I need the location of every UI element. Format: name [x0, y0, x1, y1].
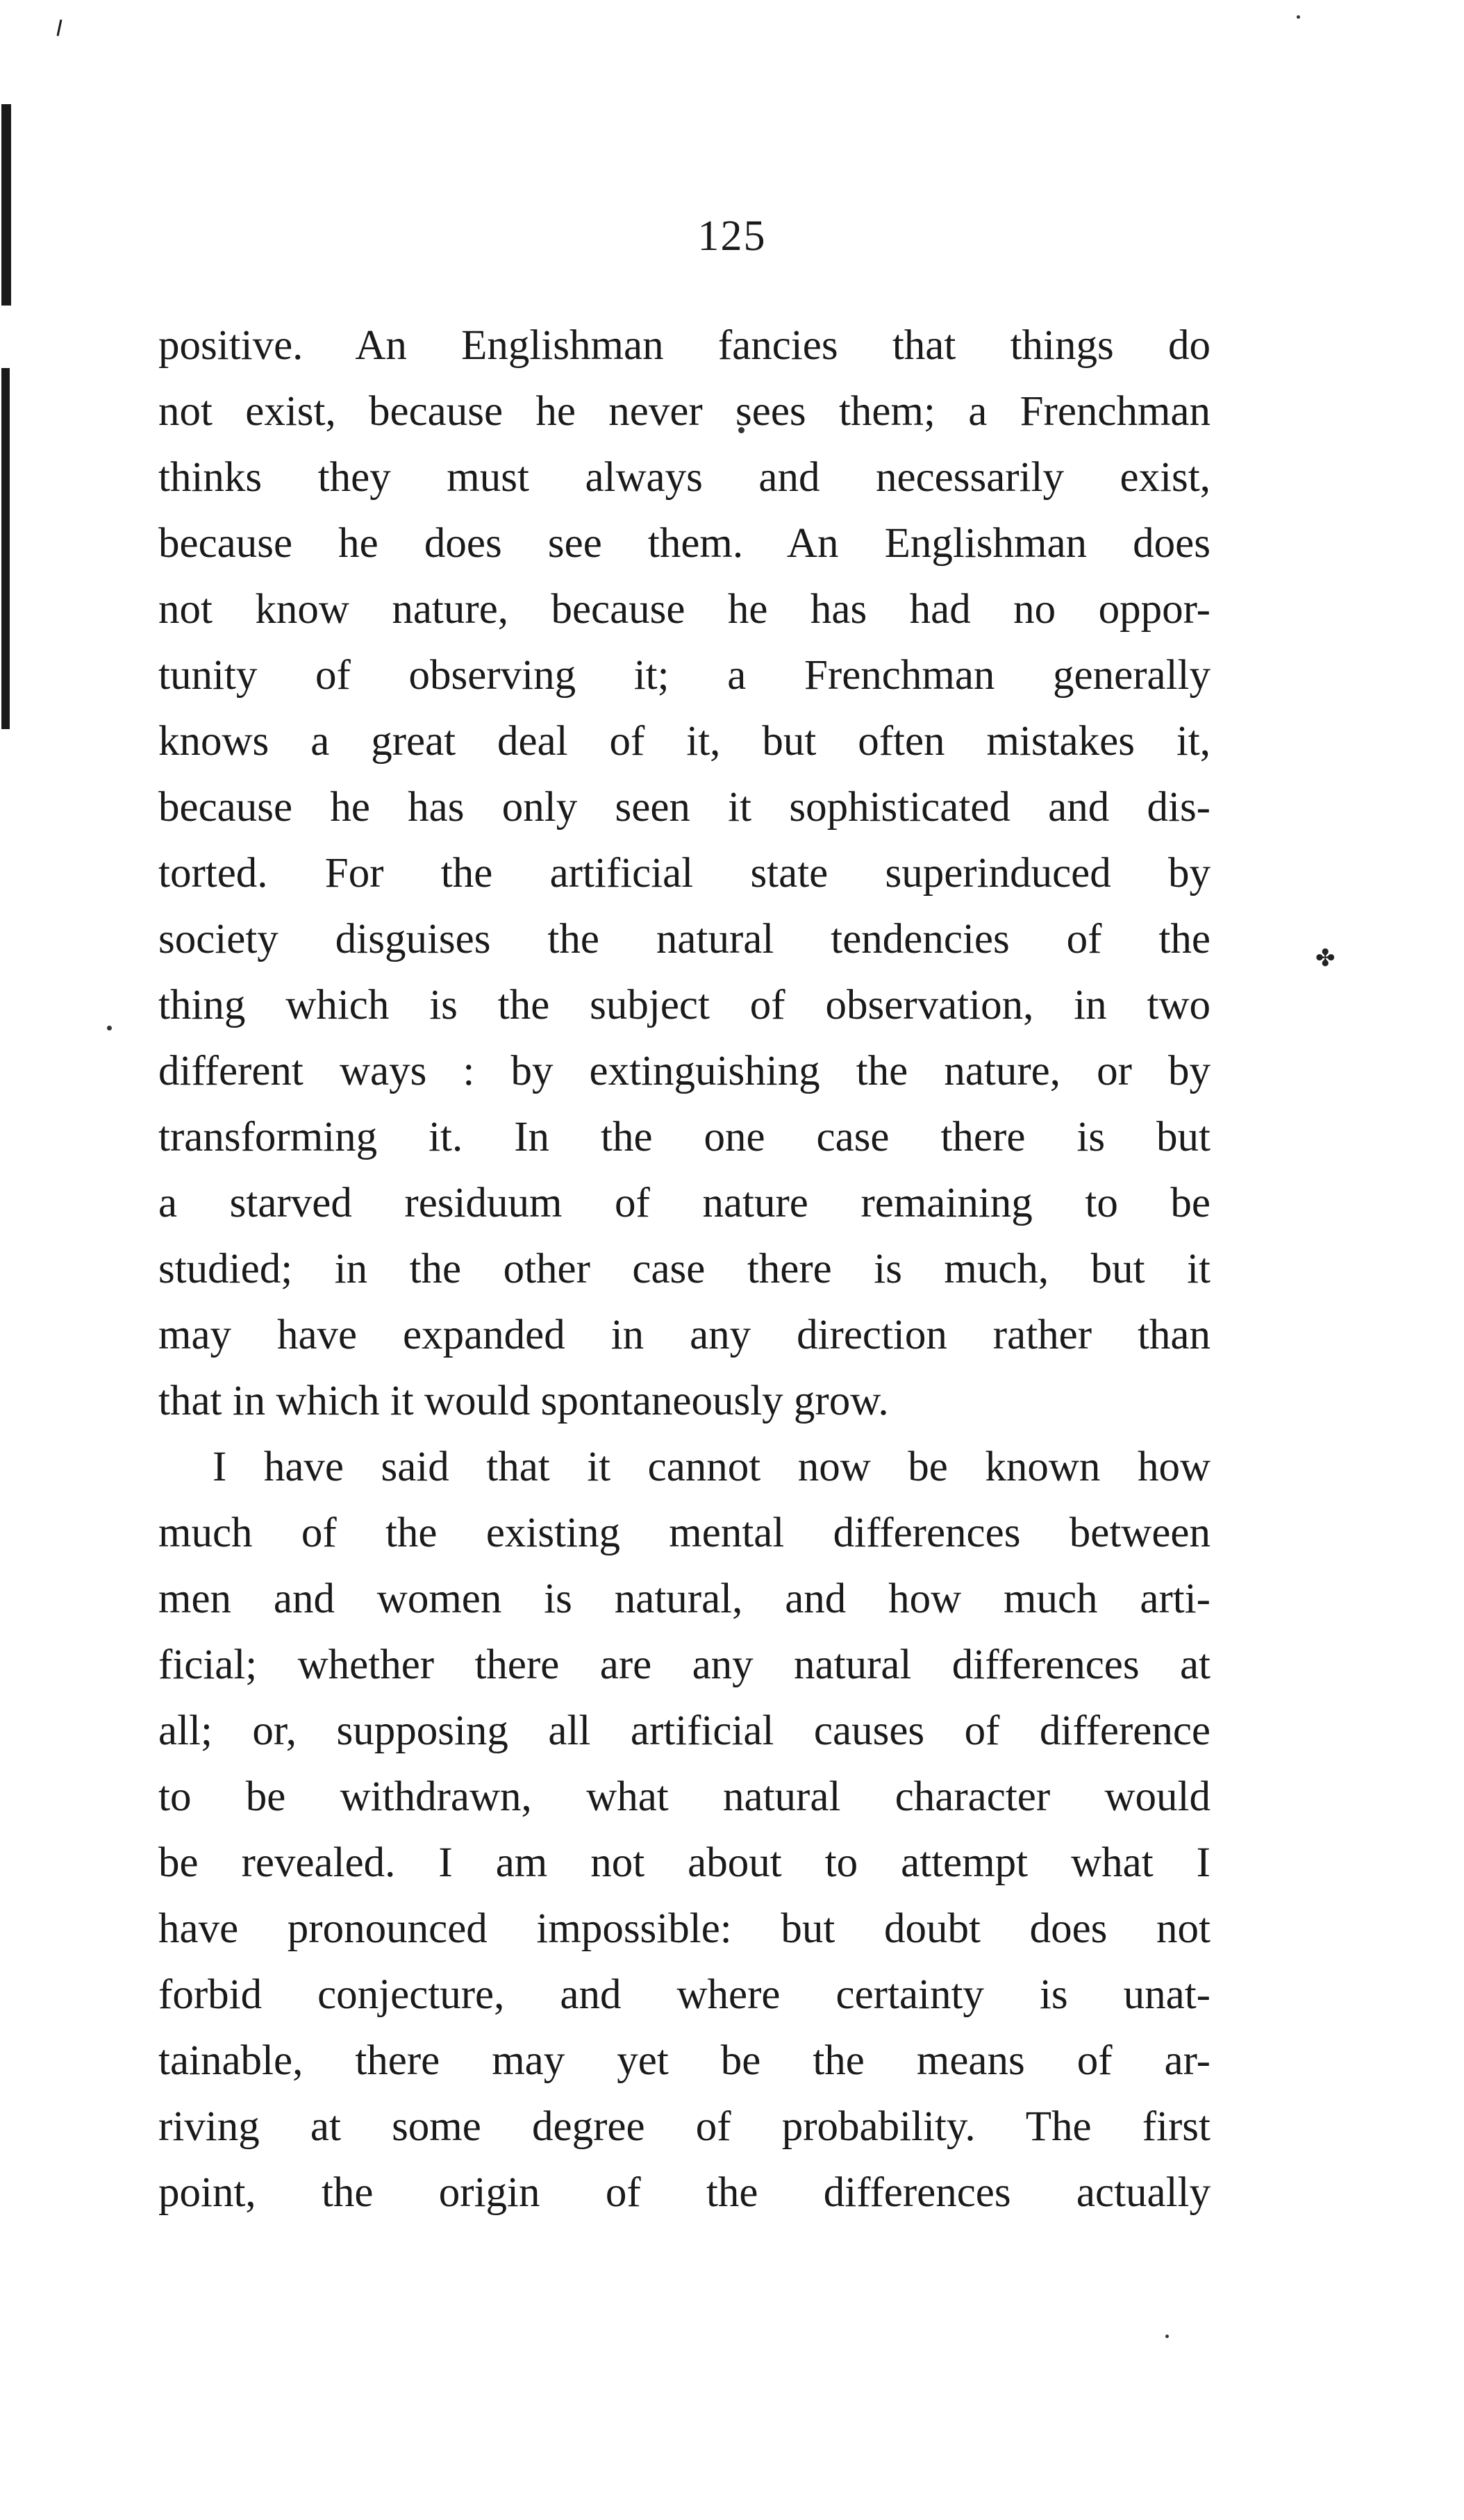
text-line: thinks they must always and necessarily exist,: [158, 454, 1211, 501]
text-line: tunity of observing it; a Frenchman generally: [158, 652, 1211, 699]
text-line: that in which it would spontaneously grow.: [158, 1378, 889, 1424]
text-line: torted. For the artificial state superinduced by: [158, 850, 1211, 896]
text-line: to be withdrawn, what natural character would: [158, 1774, 1211, 1820]
body-text: [158, 312, 1211, 2226]
text-line: have pronounced impossible: but doubt does not: [158, 1905, 1211, 1952]
page-number: 125: [697, 212, 767, 260]
speck: [1165, 2335, 1169, 2338]
text-line: not know nature, because he has had no oppor-: [158, 586, 1211, 633]
text-line: knows a great deal of it, but often mistakes it,: [158, 718, 1211, 765]
text-line: ficial; whether there are any natural differences at: [158, 1642, 1211, 1688]
scan-edge-mark: [1, 104, 11, 306]
text-line: point, the origin of the differences actually: [158, 2169, 1211, 2216]
text-line: society disguises the natural tendencies of the: [158, 916, 1211, 962]
text-line: I have said that it cannot now be known how: [213, 1444, 1211, 1490]
text-line: because he does see them. An Englishman does: [158, 520, 1211, 567]
text-line: different ways : by extinguishing the nature, or by: [158, 1048, 1211, 1094]
paragraph-1: [158, 312, 1211, 1434]
scan-edge-mark: [1, 368, 10, 729]
speck: [107, 1026, 112, 1030]
ink-blot-icon: ✤: [1315, 946, 1336, 971]
text-line: because he has only seen it sophisticated and dis-: [158, 784, 1211, 831]
text-line: positive. An Englishman fancies that things do: [158, 322, 1211, 369]
text-line: men and women is natural, and how much arti-: [158, 1576, 1211, 1622]
paragraph-2: [158, 1434, 1211, 2226]
text-line: a starved residuum of nature remaining to be: [158, 1180, 1211, 1226]
text-line: riving at some degree of probability. The first: [158, 2103, 1211, 2150]
text-line: may have expanded in any direction rather than: [158, 1312, 1211, 1358]
text-line: thing which is the subject of observation, in two: [158, 982, 1211, 1028]
text-line: forbid conjecture, and where certainty is unat-: [158, 1971, 1211, 2018]
text-line: not exist, because he never sees them; a Frenchman: [158, 388, 1211, 435]
text-line: tainable, there may yet be the means of ar-: [158, 2037, 1211, 2084]
speck: [1297, 15, 1300, 19]
text-line: all; or, supposing all artificial causes of difference: [158, 1708, 1211, 1754]
text-line: much of the existing mental differences between: [158, 1510, 1211, 1556]
text-line: studied; in the other case there is much, but it: [158, 1246, 1211, 1292]
text-line: be revealed. I am not about to attempt what I: [158, 1839, 1211, 1886]
text-line: transforming it. In the one case there is but: [158, 1114, 1211, 1160]
